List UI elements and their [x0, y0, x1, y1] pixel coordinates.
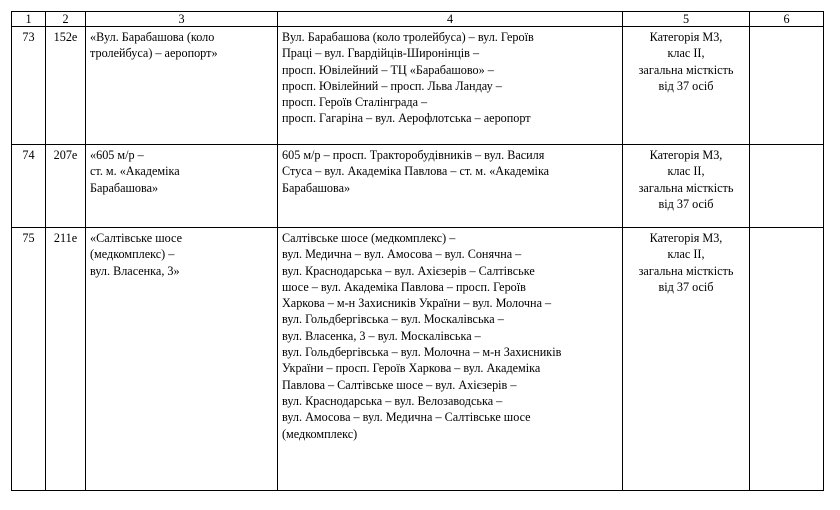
vehicle-category [623, 27, 750, 145]
category-line: Категорія М3, [649, 231, 723, 245]
route-name-line: «Вул. Барабашова (коло [90, 30, 215, 44]
table-row [12, 145, 824, 228]
route-path-line: просп. Ювілейний – просп. Льва Ландау – [282, 78, 502, 93]
route-path-line: вул. Гольдбергівська – вул. Москалівська – [282, 312, 504, 327]
route-path-line: шосе – вул. Академіка Павлова – просп. Героїв [282, 279, 526, 294]
route-path-line: вул. Власенка, 3 – вул. Москалівська – [282, 328, 481, 343]
route-name-line: (медкомплекс) – [90, 247, 175, 262]
route-path-line: Вул. Барабашова (коло тролейбуса) – вул. Героїв [282, 30, 534, 44]
table-row [12, 27, 824, 145]
route-path-line: Салтівське шосе (медкомплекс) – [282, 231, 456, 245]
route-number: 211е [46, 228, 86, 491]
category-line: загальна місткість [638, 263, 734, 278]
route-name-line: Барабашова» [90, 180, 159, 195]
route-name [86, 228, 278, 491]
category-line: від 37 осіб [658, 196, 714, 211]
route-path-line: вул. Краснодарська – вул. Ахієзерів – Салтівське [282, 263, 535, 278]
route-path-line: Харкова – м-н Захисників України – вул. Молочна – [282, 296, 552, 311]
route-path [278, 145, 623, 228]
category-line: клас ІІ, [667, 46, 705, 61]
route-path-line: вул. Амосова – вул. Медична – Салтівське шосе [282, 410, 531, 425]
vehicle-category [623, 145, 750, 228]
route-path-line: (медкомплекс) [282, 426, 358, 441]
route-name [86, 145, 278, 228]
route-number: 207е [46, 145, 86, 228]
row-number: 73 [12, 27, 46, 145]
category-line: Категорія М3, [649, 30, 723, 44]
route-path [278, 27, 623, 145]
category-line: загальна місткість [638, 62, 734, 77]
header-col-2: 2 [46, 12, 86, 27]
route-path [278, 228, 623, 491]
route-path-line: просп. Ювілейний – ТЦ «Барабашово» – [282, 62, 494, 77]
routes-table [11, 11, 824, 491]
route-name-line: вул. Власенка, 3» [90, 263, 180, 278]
header-col-1: 1 [12, 12, 46, 27]
header-row [12, 12, 824, 27]
vehicle-category [623, 228, 750, 491]
col-6-cell [750, 145, 824, 228]
category-line: Категорія М3, [649, 148, 723, 162]
col-6-cell [750, 228, 824, 491]
route-path-line: 605 м/р – просп. Тракторобудівників – вул. Василя [282, 148, 545, 162]
category-line: загальна місткість [638, 180, 734, 195]
route-path-line: Праці – вул. Гвардійців-Широнінців – [282, 46, 480, 61]
header-col-4: 4 [278, 12, 623, 27]
route-name-line: ст. м. «Академіка [90, 164, 180, 179]
category-line: від 37 осіб [658, 78, 714, 93]
route-name-line: тролейбуса) – аеропорт» [90, 46, 218, 61]
route-path-line: вул. Гольдбергівська – вул. Молочна – м-н Захисників [282, 345, 562, 360]
header-col-6: 6 [750, 12, 824, 27]
route-path-line: вул. Краснодарська – вул. Велозаводська – [282, 393, 503, 408]
category-line: клас ІІ, [667, 164, 705, 179]
header-col-5: 5 [623, 12, 750, 27]
route-name-line: «605 м/р – [90, 148, 144, 162]
route-path-line: вул. Медична – вул. Амосова – вул. Сонячна – [282, 247, 522, 262]
header-col-3: 3 [86, 12, 278, 27]
row-number: 75 [12, 228, 46, 491]
route-path-line: просп. Героїв Сталінграда – [282, 95, 428, 110]
route-path-line: Стуса – вул. Академіка Павлова – ст. м. «Академіка [282, 164, 550, 179]
row-number: 74 [12, 145, 46, 228]
route-name [86, 27, 278, 145]
col-6-cell [750, 27, 824, 145]
category-line: клас ІІ, [667, 247, 705, 262]
table-row [12, 228, 824, 491]
route-path-line: просп. Гагаріна – вул. Аерофлотська – аеропорт [282, 111, 531, 126]
category-line: від 37 осіб [658, 279, 714, 294]
route-path-line: Барабашова» [282, 180, 351, 195]
route-name-line: «Салтівське шосе [90, 231, 183, 245]
route-path-line: України – просп. Героїв Харкова – вул. Академіка [282, 361, 541, 376]
route-number: 152е [46, 27, 86, 145]
route-path-line: Павлова – Салтівське шосе – вул. Ахієзерів – [282, 377, 517, 392]
